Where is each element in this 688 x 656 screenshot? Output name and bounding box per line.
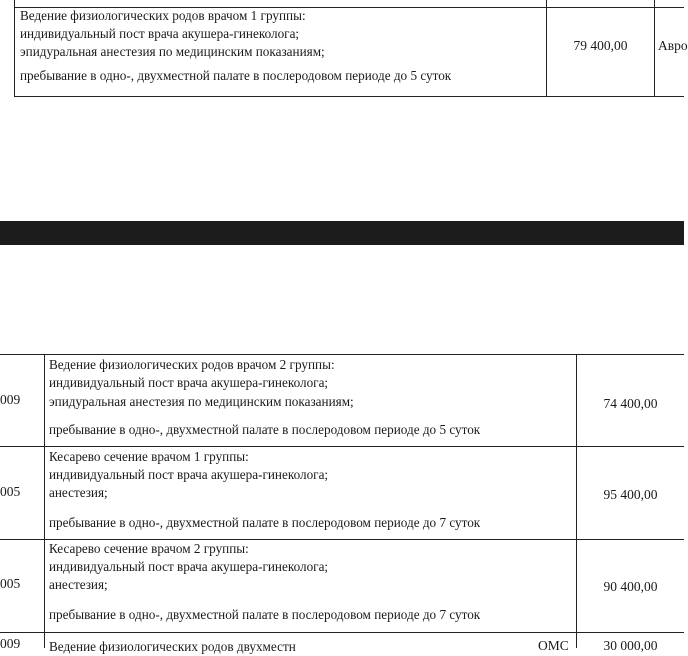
top-row-line-2: индивидуальный пост врача акушера-гинеколога;	[20, 26, 300, 41]
bottom-code-right-border	[44, 354, 45, 648]
top-price-right-border	[654, 0, 655, 97]
bottom-row-2-price: 95 400,00	[603, 487, 658, 502]
bottom-row-3-line-1: Кесарево сечение врачом 2 группы:	[49, 541, 249, 556]
bottom-row-4-tag: ОМС	[538, 638, 569, 653]
bottom-row-2-top-border	[0, 446, 684, 447]
bottom-row-1-code: 009	[0, 392, 21, 407]
bottom-row-3-price: 90 400,00	[603, 579, 658, 594]
bottom-row-3-line-3: анестезия;	[49, 577, 108, 592]
bottom-row-2-line-4: пребывание в одно-, двухместной палате в послеродовом периоде до 7 суток	[49, 515, 481, 530]
bottom-row-1-line-2: индивидуальный пост врача акушера-гинеколога;	[49, 375, 329, 390]
bottom-row-1-line-4: пребывание в одно-, двухместной палате в послеродовом периоде до 5 суток	[49, 422, 481, 437]
bottom-row-1-line-1: Ведение физиологических родов врачом 2 группы:	[49, 357, 335, 372]
scan-separator-band	[0, 221, 684, 245]
top-row-bottom-border	[14, 96, 684, 97]
top-row-line-3: эпидуральная анестезия по медицинским показаниям;	[20, 44, 325, 59]
bottom-row-1-price: 74 400,00	[603, 396, 658, 411]
bottom-row-1-line-3: эпидуральная анестезия по медицинским показаниям;	[49, 394, 354, 409]
bottom-row-4-top-border	[0, 632, 684, 633]
top-left-border	[14, 0, 15, 97]
bottom-row-3-line-2: индивидуальный пост врача акушера-гинеколога;	[49, 559, 329, 574]
bottom-row-4-line-1: Ведение физиологических родов двухместн	[49, 639, 296, 654]
bottom-row-2-code: 005	[0, 484, 21, 499]
bottom-row-1-top-border	[0, 354, 684, 355]
top-row-line-1: Ведение физиологических родов врачом 1 группы:	[20, 8, 306, 23]
top-row-line-4: пребывание в одно-, двухместной палате в послеродовом периоде до 5 суток	[20, 68, 452, 83]
bottom-row-2-line-3: анестезия;	[49, 485, 108, 500]
top-row-price: 79 400,00	[573, 38, 628, 53]
bottom-row-3-code: 005	[0, 576, 21, 591]
bottom-row-4-price: 30 000,00	[603, 638, 658, 653]
bottom-row-2-line-1: Кесарево сечение врачом 1 группы:	[49, 449, 249, 464]
top-row-extra-cell: Авро	[658, 38, 688, 53]
bottom-row-3-line-4: пребывание в одно-, двухместной палате в послеродовом периоде до 7 суток	[49, 607, 481, 622]
bottom-row-2-line-2: индивидуальный пост врача акушера-гинеколога;	[49, 467, 329, 482]
bottom-row-4-code: 009	[0, 636, 21, 651]
